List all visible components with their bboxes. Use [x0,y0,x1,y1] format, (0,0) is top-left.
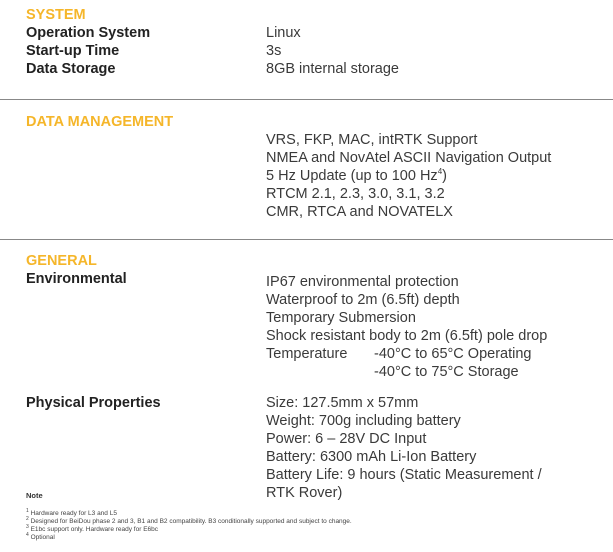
footnote-text: Hardware ready for L3 and L5 [30,510,117,517]
temperature-label: Temperature [266,346,348,362]
spec-label-environmental: Environmental [26,271,127,287]
section-divider [0,239,613,240]
section-title-general: GENERAL [26,253,97,269]
section-title-system: SYSTEM [26,7,86,23]
footnote-text: E1bc support only. Hardware ready for E6bc [30,526,159,533]
data-management-line-update-rate [266,168,447,184]
spec-value-startup-time: 3s [266,43,282,59]
physical-line: RTK Rover) [266,485,343,501]
physical-line: Size: 127.5mm x 57mm [266,395,419,411]
footnote-text: Optional [30,534,55,541]
physical-line: Battery Life: 9 hours (Static Measurement / [266,467,542,483]
temperature-operating: -40°C to 65°C Operating [374,346,532,362]
footnote [26,507,117,517]
footnote-number: 1 [26,507,29,514]
physical-line: Power: 6 – 28V DC Input [266,431,427,447]
section-title-data-management: DATA MANAGEMENT [26,114,174,130]
spec-label-startup-time: Start-up Time [26,43,120,59]
environmental-line: Temporary Submersion [266,310,416,326]
spec-value-operation-system: Linux [266,25,301,41]
footnote-marker: 4 [437,167,443,177]
environmental-line: IP67 environmental protection [266,274,459,290]
data-management-line: RTCM 2.1, 2.3, 3.0, 3.1, 3.2 [266,186,445,202]
footnote-number: 3 [26,523,29,530]
update-rate-text: 5 Hz Update (up to 100 Hz [266,168,438,184]
footnote-text: Designed for BeiDou phase 2 and 3, B1 and B2 compatibility. B3 conditionally supported and subject to change. [30,518,352,525]
footnote-number: 4 [26,531,29,538]
section-divider [0,99,613,100]
spec-value-data-storage: 8GB internal storage [266,61,399,77]
environmental-line: Shock resistant body to 2m (6.5ft) pole drop [266,328,548,344]
spec-label-operation-system: Operation System [26,25,151,41]
update-rate-close: ) [442,168,447,184]
physical-line: Battery: 6300 mAh Li-Ion Battery [266,449,477,465]
physical-line: Weight: 700g including battery [266,413,461,429]
note-title: Note [26,491,43,500]
footnote [26,515,352,525]
spec-label-data-storage: Data Storage [26,61,116,77]
data-management-line: CMR, RTCA and NOVATELX [266,204,453,220]
spec-label-physical-properties: Physical Properties [26,395,161,411]
data-management-line: NMEA and NovAtel ASCII Navigation Output [266,150,552,166]
footnote-number: 2 [26,515,29,522]
footnote [26,531,55,541]
environmental-line: Waterproof to 2m (6.5ft) depth [266,292,460,308]
footnote [26,523,159,533]
temperature-storage: -40°C to 75°C Storage [374,364,519,380]
data-management-line: VRS, FKP, MAC, intRTK Support [266,132,478,148]
